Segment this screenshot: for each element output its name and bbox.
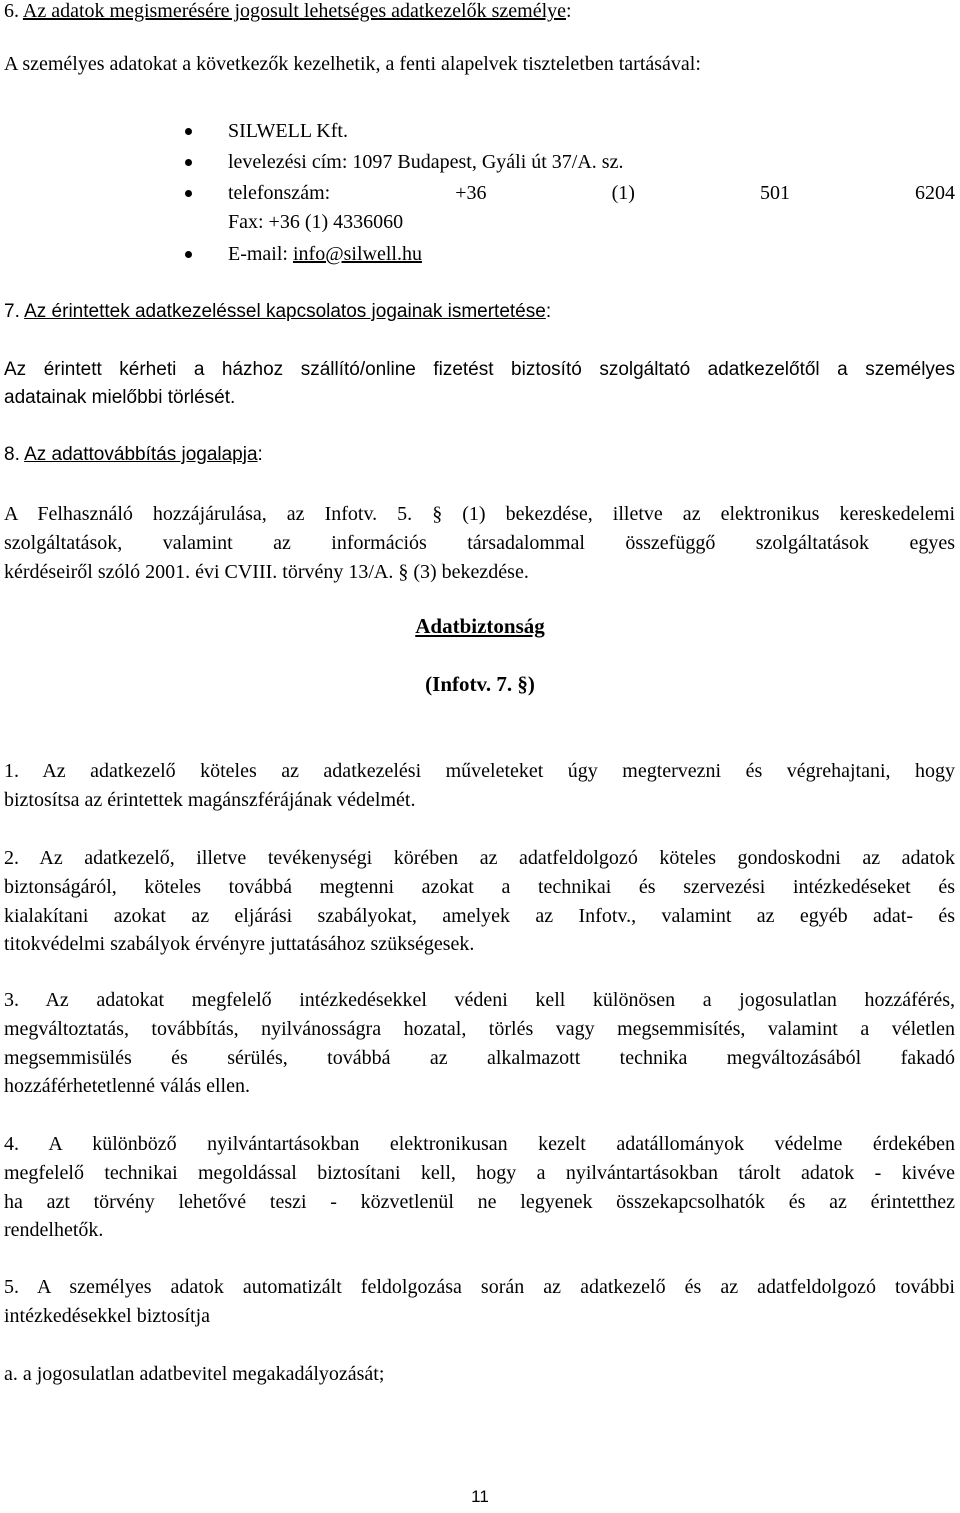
- phone-line: [228, 179, 955, 207]
- paragraph-line: megsemmisülés és sérülés, továbbá az alkalmazott technika megváltozásából fakadó: [4, 1047, 955, 1069]
- paragraph-line: kialakítani azokat az eljárási szabályokat, amelyek az Infotv., valamint az egyéb adat- és: [4, 905, 955, 927]
- fax-line: Fax: +36 (1) 4336060: [228, 211, 404, 233]
- paragraph-line: 5. A személyes adatok automatizált feldolgozása során az adatkezelő és az adatfeldolgozó további: [4, 1276, 955, 1298]
- section-7-body-line: adatainak mielőbbi törlését.: [4, 387, 236, 408]
- company-name: SILWELL Kft.: [228, 120, 348, 142]
- section-8-body-line: szolgáltatások, valamint az információs társadalommal összefüggő szolgáltatások egyes: [4, 532, 955, 554]
- section-8-body-line: kérdéseiről szóló 2001. évi CVIII. törvény 13/A. § (3) bekezdése.: [4, 561, 529, 583]
- section-number: 8.: [4, 444, 20, 465]
- paragraph-line: 3. Az adatokat megfelelő intézkedésekkel védeni kell különösen a jogosulatlan hozzáférés,: [4, 989, 955, 1011]
- paragraph-line: megfelelő technikai megoldással biztosítani kell, hogy a nyilvántartásokban tárolt adatok - kivéve: [4, 1162, 955, 1184]
- phone-part: 501: [759, 182, 790, 204]
- email-line: [228, 240, 422, 268]
- email-label: E-mail:: [228, 243, 293, 265]
- paragraph-line: rendelhetők.: [4, 1219, 104, 1241]
- section-title: Az adattovábbítás jogalapja: [24, 444, 258, 465]
- paragraph-line: hozzáférhetetlenné válás ellen.: [4, 1075, 250, 1097]
- security-subtitle: (Infotv. 7. §): [425, 672, 535, 696]
- section-7-body-line: Az érintett kérheti a házhoz szállító/online fizetést biztosító szolgáltató adatkezelőtől a személyes: [4, 359, 955, 380]
- page-number: 11: [471, 1487, 489, 1506]
- heading-colon: :: [257, 444, 263, 465]
- section-title: Az érintettek adatkezeléssel kapcsolatos jogainak ismertetése: [24, 301, 546, 322]
- section-6-intro: A személyes adatokat a következők kezelhetik, a fenti alapelvek tiszteletben tartásával:: [4, 53, 701, 75]
- paragraph-line: intézkedésekkel biztosítja: [4, 1305, 211, 1327]
- phone-part: 6204: [914, 182, 955, 204]
- paragraph-line: 4. A különböző nyilvántartásokban elektronikusan kezelt adatállományok védelme érdekében: [4, 1133, 955, 1155]
- section-6-heading: [4, 0, 572, 25]
- bullet-icon: [185, 159, 192, 166]
- paragraph-line: biztosítsa az érintettek magánszférájának védelmét.: [4, 789, 416, 811]
- bullet-icon: [185, 251, 192, 258]
- section-number: 6.: [4, 0, 19, 22]
- section-title: Az adatok megismerésére jogosult lehetséges adatkezelők személye: [22, 0, 567, 22]
- heading-colon: :: [545, 301, 552, 322]
- section-8-body-line: A Felhasználó hozzájárulása, az Infotv. 5. § (1) bekezdése, illetve az elektronikus kereskedelemi: [4, 503, 955, 525]
- section-8-heading: [4, 441, 263, 469]
- phone-label: telefonszám:: [228, 182, 331, 204]
- paragraph-line: megváltoztatás, továbbítás, nyilvánosságra hozatal, törlés vagy megsemmisítés, valamint a véletlen: [4, 1018, 955, 1040]
- mailing-address: levelezési cím: 1097 Budapest, Gyáli út 37/A. sz.: [228, 151, 624, 173]
- email-link[interactable]: info@silwell.hu: [292, 243, 422, 265]
- paragraph-line: ha azt törvény lehetővé teszi - közvetlenül ne legyenek összekapcsolhatók és az érintetthez: [4, 1191, 955, 1213]
- bullet-icon: [185, 190, 192, 197]
- phone-part: +36: [455, 182, 487, 204]
- section-7-heading: [4, 298, 551, 326]
- security-title: Adatbiztonság: [415, 614, 545, 638]
- section-number: 7.: [4, 301, 20, 322]
- list-item-a: a. a jogosulatlan adatbevitel megakadályozását;: [4, 1363, 385, 1385]
- heading-colon: :: [566, 0, 572, 22]
- paragraph-line: biztonságáról, köteles továbbá megtenni azokat a technikai és szervezési intézkedéseket és: [4, 876, 955, 898]
- paragraph-line: titokvédelmi szabályok érvényre juttatásához szükségesek.: [4, 933, 475, 955]
- paragraph-line: 2. Az adatkezelő, illetve tevékenységi körében az adatfeldolgozó köteles gondoskodni az adatok: [4, 847, 955, 869]
- paragraph-line: 1. Az adatkezelő köteles az adatkezelési műveleteket úgy megtervezni és végrehajtani, hogy: [4, 760, 955, 782]
- bullet-icon: [185, 128, 192, 135]
- phone-part: (1): [611, 182, 635, 204]
